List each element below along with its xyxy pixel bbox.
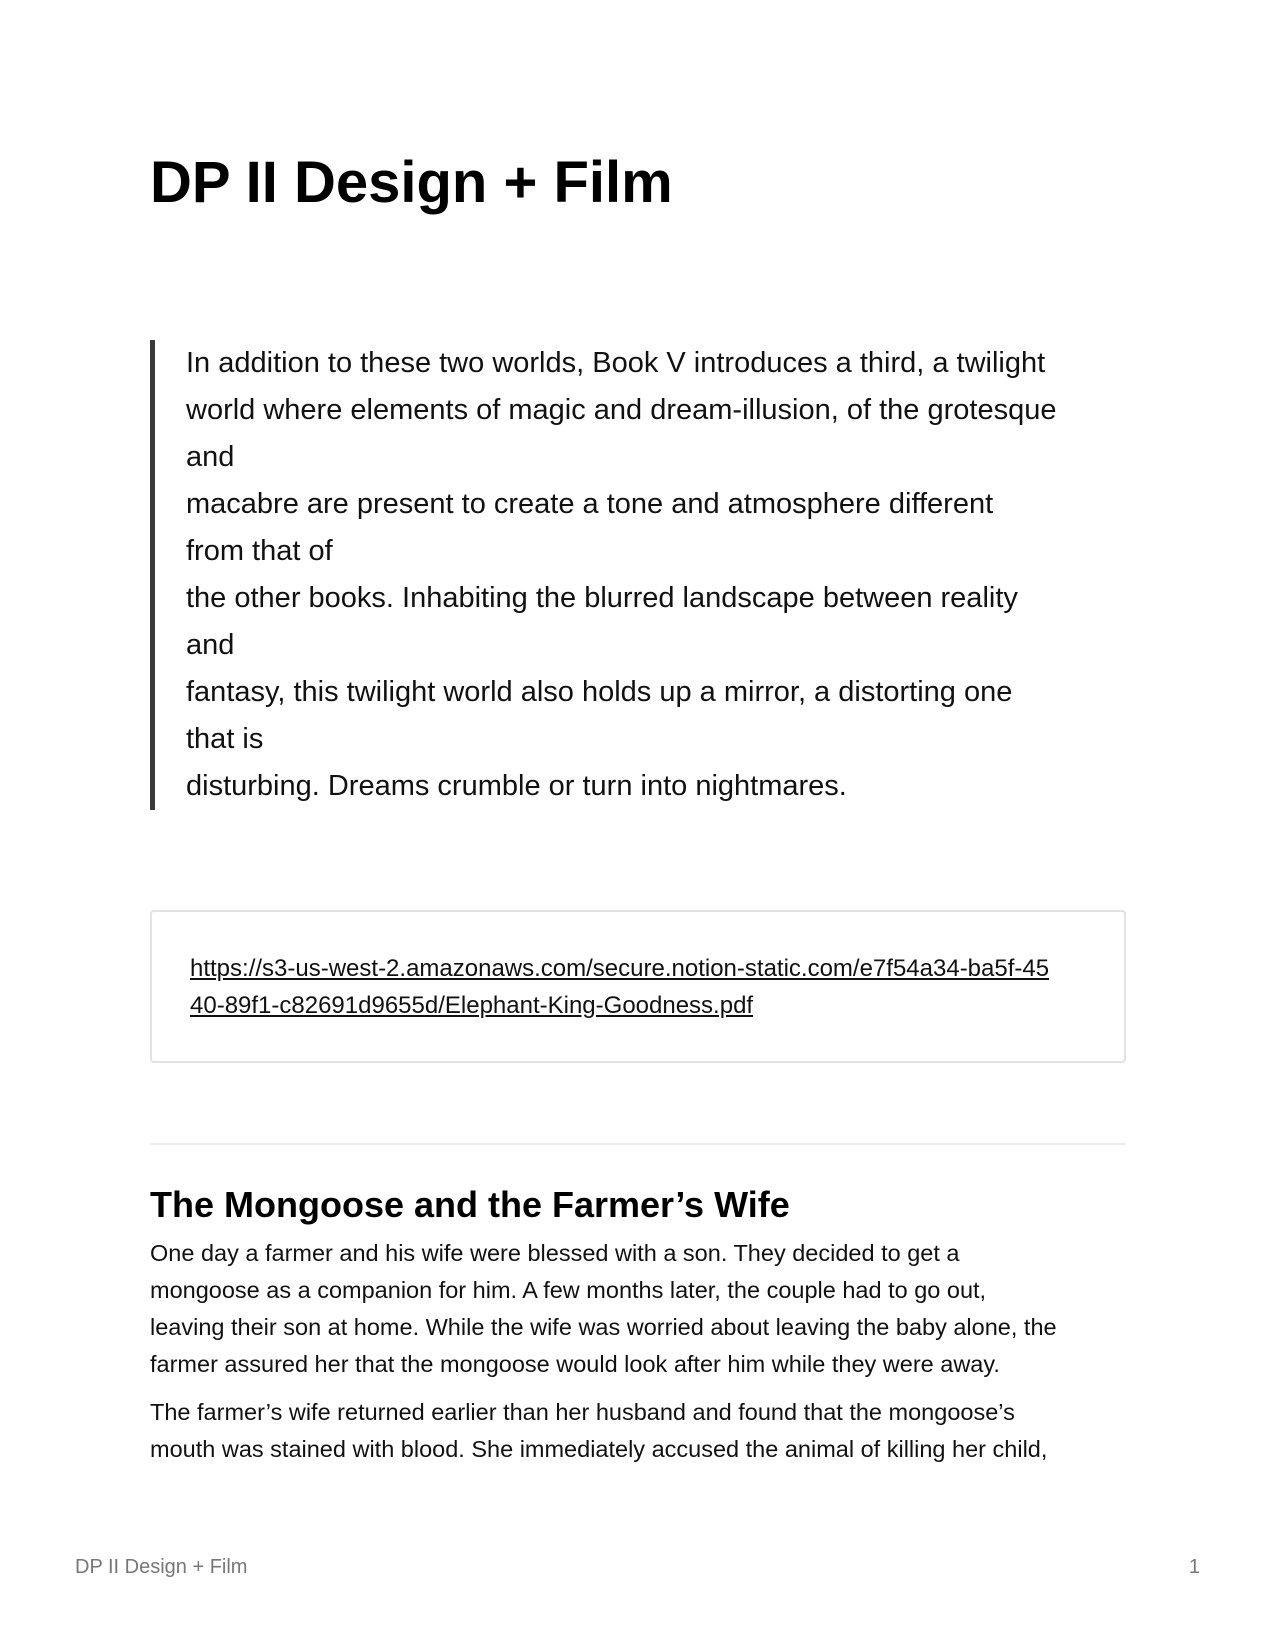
quote-line: fantasy, this twilight world also holds up a mirror, a distorting one (186, 676, 1013, 708)
quote-line: In addition to these two worlds, Book V introduces a third, a twilight (186, 347, 1046, 379)
paragraph-line: mouth was stained with blood. She immediately accused the animal of killing her child, (150, 1436, 1048, 1462)
footer-title: DP II Design + Film (75, 1556, 248, 1578)
quote-line: that is (186, 723, 264, 755)
paragraph-line: farmer assured her that the mongoose would look after him while they were away. (150, 1351, 1000, 1377)
quote-block (150, 340, 1126, 810)
divider (150, 1143, 1126, 1145)
file-link-card[interactable] (150, 910, 1126, 1063)
paragraph-line: leaving their son at home. While the wife was worried about leaving the baby alone, the (150, 1314, 1057, 1340)
quote-line: the other books. Inhabiting the blurred landscape between reality (186, 582, 1018, 614)
quote-line: and (186, 441, 235, 473)
paragraph-line: mongoose as a companion for him. A few months later, the couple had to go out, (150, 1277, 987, 1303)
quote-line: macabre are present to create a tone and atmosphere different (186, 488, 994, 520)
quote-line: disturbing. Dreams crumble or turn into nightmares. (186, 770, 847, 802)
quote-line: world where elements of magic and dream-illusion, of the grotesque (186, 394, 1057, 426)
page-number: 1 (1188, 1556, 1200, 1578)
quote-line: and (186, 629, 235, 661)
file-link-line[interactable]: https://s3-us-west-2.amazonaws.com/secure.notion-static.com/e7f54a34-ba5f-45 (190, 955, 1050, 982)
paragraph-line: The farmer’s wife returned earlier than her husband and found that the mongoose’s (150, 1399, 1015, 1425)
paragraph (150, 1235, 1130, 1383)
quote-line: from that of (186, 535, 333, 567)
paragraph-line: One day a farmer and his wife were blessed with a son. They decided to get a (150, 1240, 960, 1266)
file-link-line[interactable]: 40-89f1-c82691d9655d/Elephant-King-Goodness.pdf (190, 992, 754, 1019)
page-title: DP II Design + Film (150, 150, 673, 215)
section-heading: The Mongoose and the Farmer’s Wife (150, 1184, 790, 1225)
paragraph (150, 1394, 1130, 1468)
